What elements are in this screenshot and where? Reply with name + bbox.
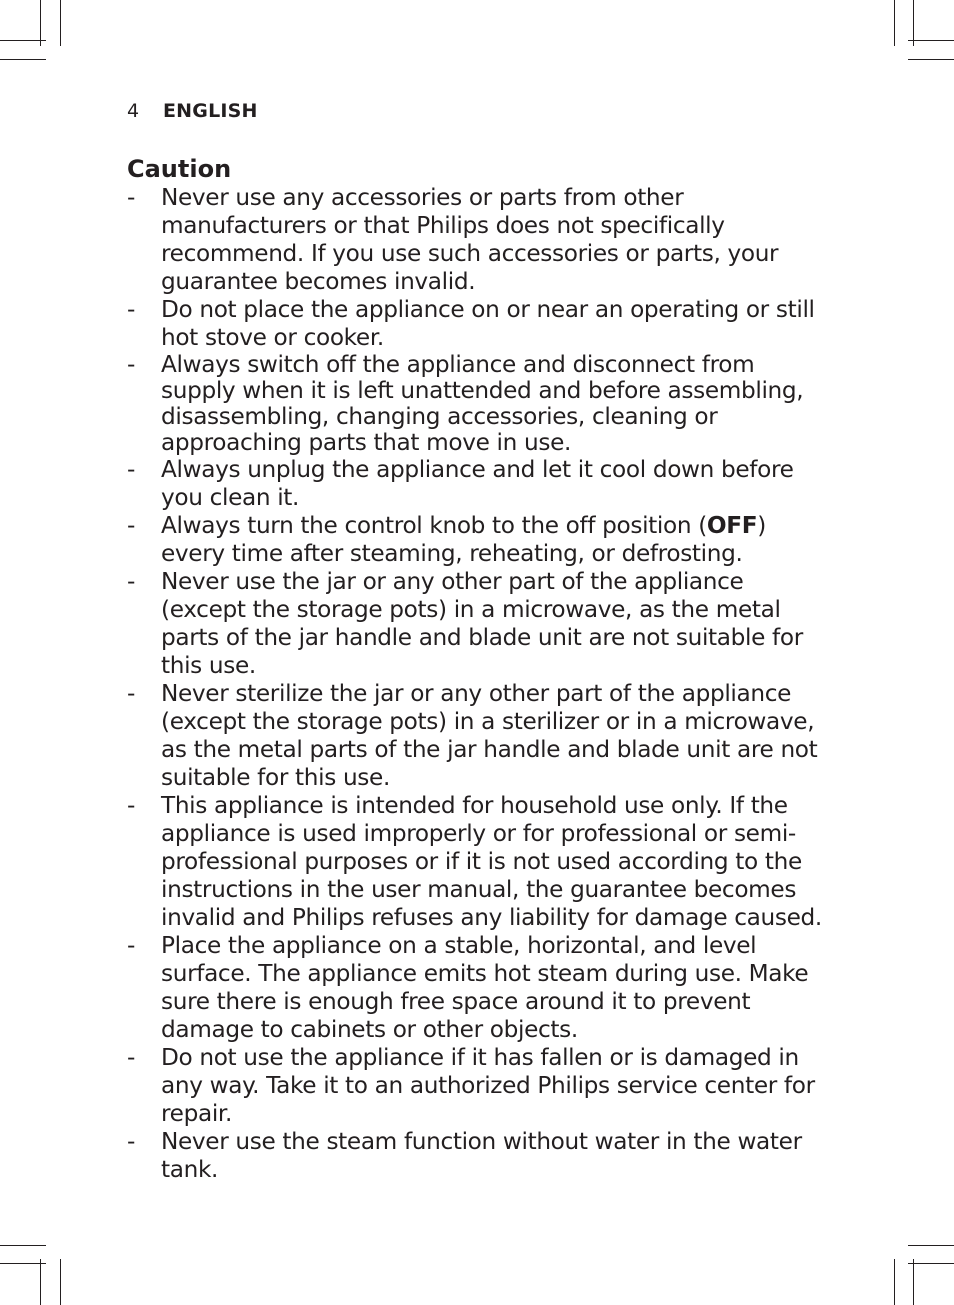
bullet-dash: - [127,568,136,595]
bullet-dash: - [127,1128,136,1155]
bullet-dash: - [127,932,136,959]
list-item-text: Always unplug the appliance and let it cool down before you clean it. [161,456,794,511]
list-item-text: Never use the steam function without water in the water tank. [161,1128,802,1183]
list-item-text: Never use any accessories or parts from other manufacturers or that Philips does not specifically recommend. If you use such accessories or parts, your guarantee becomes invalid. [161,184,779,295]
bullet-dash: - [127,184,136,211]
crop-mark-bottom-left-horizontal [0,1245,46,1246]
bullet-dash: - [127,512,136,539]
crop-mark-bottom-right-vertical-inner [894,1259,895,1305]
list-item [127,512,827,568]
crop-mark-bottom-right-horizontal-lower [908,1263,954,1264]
crop-mark-top-right-vertical-inner [894,0,895,46]
list-item [127,1128,827,1184]
crop-mark-top-left-vertical-inner [60,0,61,46]
caution-section [127,154,827,1184]
section-title: Caution [127,155,232,183]
list-item [127,792,827,932]
crop-mark-top-right-vertical-outer [913,0,914,46]
list-item-text: Place the appliance on a stable, horizontal, and level surface. The appliance emits hot steam during use. Make sure there is enough free space around it to prevent damage to cabinets or other objects. [161,932,809,1043]
list-item-text: Never sterilize the jar or any other part of the appliance (except the storage pots) in a sterilizer or in a microwave, as the metal parts of the jar handle and blade unit are not suitable for this use. [161,680,818,791]
crop-mark-bottom-left-vertical-inner [60,1259,61,1305]
bullet-dash: - [127,1044,136,1071]
bullet-dash: - [127,296,136,323]
language-label: ENGLISH [163,100,258,122]
list-item [127,932,827,1044]
running-header [127,100,258,122]
crop-mark-top-left-horizontal-lower [0,59,46,60]
list-item [127,352,827,456]
off-position-label: OFF [706,512,758,539]
bullet-dash: - [127,792,136,819]
page-number: 4 [127,100,140,122]
crop-mark-top-right-horizontal-lower [908,59,954,60]
list-item-text: Always switch off the appliance and disconnect from supply when it is left unattended and before assembling, disassembling, changing accessories, cleaning or approaching parts that move in use. [161,351,804,456]
list-item-text: Do not use the appliance if it has fallen or is damaged in any way. Take it to an authorized Philips service center for repair. [161,1044,815,1127]
bullet-dash: - [127,680,136,707]
crop-mark-top-right-horizontal [908,40,954,41]
list-item-text-end: ) every time after steaming, reheating, or defrosting. [161,512,766,567]
list-item-text: This appliance is intended for household use only. If the appliance is used improperly or for professional or semi-professional purposes or if it is not used according to the instructions in the user manual, the guarantee becomes invalid and Philips refuses any liability for damage caused. [161,792,822,931]
crop-mark-bottom-right-horizontal [908,1245,954,1246]
list-item-text-start: Always turn the control knob to the off position ( [161,512,707,539]
bullet-dash: - [127,456,136,483]
list-item [127,296,827,352]
list-item [127,568,827,680]
crop-mark-bottom-left-vertical-outer [40,1259,41,1305]
caution-list [127,184,827,1184]
list-item [127,184,827,296]
list-item-text: Never use the jar or any other part of the appliance (except the storage pots) in a microwave, as the metal parts of the jar handle and blade unit are not suitable for this use. [161,568,803,679]
crop-mark-top-left-vertical-outer [40,0,41,46]
crop-mark-bottom-right-vertical-outer [913,1259,914,1305]
bullet-dash: - [127,351,136,378]
list-item-text: Do not place the appliance on or near an operating or still hot stove or cooker. [161,296,815,351]
list-item [127,680,827,792]
list-item [127,1044,827,1128]
crop-mark-bottom-left-horizontal-lower [0,1263,46,1264]
list-item [127,456,827,512]
